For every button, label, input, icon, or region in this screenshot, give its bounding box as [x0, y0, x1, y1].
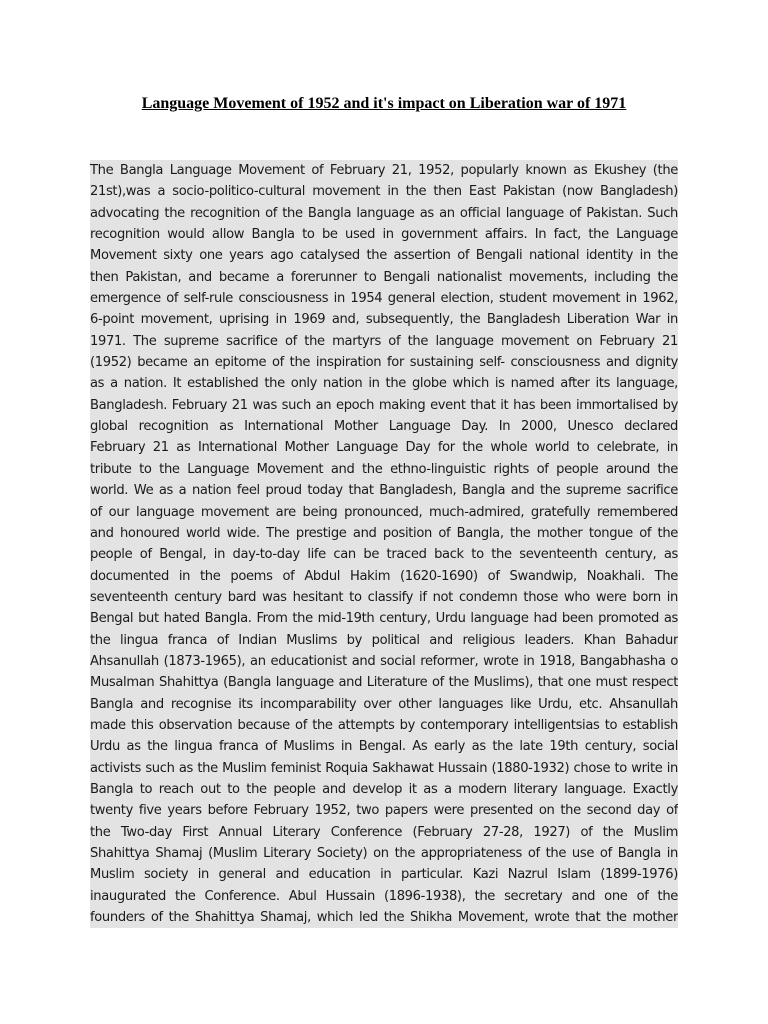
paragraph-line: 21st),was a socio-politico-cultural movement in the then East Pakistan (now Bangladesh) — [90, 181, 678, 202]
paragraph-line: founders of the Shahittya Shamaj, which led the Shikha Movement, wrote that the mother — [90, 907, 678, 928]
paragraph-line: inaugurated the Conference. Abul Hussain (1896-1938), the secretary and one of the — [90, 886, 678, 907]
paragraph-line: documented in the poems of Abdul Hakim (1620-1690) of Swandwip, Noakhali. The — [90, 566, 678, 587]
paragraph-line: the lingua franca of Indian Muslims by political and religious leaders. Khan Bahadur — [90, 630, 678, 651]
paragraph-line: 6-point movement, uprising in 1969 and, subsequently, the Bangladesh Liberation War in — [90, 309, 678, 330]
paragraph-line: (1952) became an epitome of the inspiration for sustaining self- consciousness and dignity — [90, 352, 678, 373]
paragraph-line: then Pakistan, and became a forerunner to Bengali nationalist movements, including the — [90, 267, 678, 288]
paragraph-line: Shahittya Shamaj (Muslim Literary Society) on the appropriateness of the use of Bangla in — [90, 843, 678, 864]
body-paragraph — [90, 160, 678, 928]
paragraph-line: Muslim society in general and education in particular. Kazi Nazrul Islam (1899-1976) — [90, 864, 678, 885]
paragraph-line: tribute to the Language Movement and the ethno-linguistic rights of people around the — [90, 459, 678, 480]
paragraph-line: world. We as a nation feel proud today that Bangladesh, Bangla and the supreme sacrifice — [90, 480, 678, 501]
paragraph-line: Bangladesh. February 21 was such an epoch making event that it has been immortalised by — [90, 395, 678, 416]
paragraph-line: global recognition as International Mother Language Day. In 2000, Unesco declared — [90, 416, 678, 437]
paragraph-line: twenty five years before February 1952, two papers were presented on the second day of — [90, 800, 678, 821]
paragraph-line: Ahsanullah (1873-1965), an educationist and social reformer, wrote in 1918, Bangabhasha o — [90, 651, 678, 672]
paragraph-line: emergence of self-rule consciousness in 1954 general election, student movement in 1962, — [90, 288, 678, 309]
paragraph-line: Movement sixty one years ago catalysed the assertion of Bengali national identity in the — [90, 245, 678, 266]
paragraph-line: activists such as the Muslim feminist Roquia Sakhawat Hussain (1880-1932) chose to write in — [90, 758, 678, 779]
paragraph-line: people of Bengal, in day-to-day life can be traced back to the seventeenth century, as — [90, 544, 678, 565]
paragraph-line: the Two-day First Annual Literary Conference (February 27-28, 1927) of the Muslim — [90, 822, 678, 843]
paragraph-line: made this observation because of the attempts by contemporary intelligentsias to establish — [90, 715, 678, 736]
paragraph-line: Musalman Shahittya (Bangla language and Literature of the Muslims), that one must respect — [90, 672, 678, 693]
paragraph-line: seventeenth century bard was hesitant to classify if not condemn those who were born in — [90, 587, 678, 608]
page-title: Language Movement of 1952 and it's impact on Liberation war of 1971 — [141, 95, 627, 112]
paragraph-line: and honoured world wide. The prestige and position of Bangla, the mother tongue of the — [90, 523, 678, 544]
paragraph-line: as a nation. It established the only nation in the globe which is named after its language, — [90, 373, 678, 394]
paragraph-line: The Bangla Language Movement of February 21, 1952, popularly known as Ekushey (the — [90, 160, 678, 181]
paragraph-line: Bangla and recognise its incomparability over other languages like Urdu, etc. Ahsanullah — [90, 694, 678, 715]
paragraph-line: Bengal but hated Bangla. From the mid-19th century, Urdu language had been promoted as — [90, 608, 678, 629]
paragraph-line: Urdu as the lingua franca of Muslims in Bengal. As early as the late 19th century, social — [90, 736, 678, 757]
paragraph-line: February 21 as International Mother Language Day for the whole world to celebrate, in — [90, 437, 678, 458]
paragraph-line: recognition would allow Bangla to be used in government affairs. In fact, the Language — [90, 224, 678, 245]
paragraph-line: advocating the recognition of the Bangla language as an official language of Pakistan. Such — [90, 203, 678, 224]
paragraph-line: of our language movement are being pronounced, much-admired, gratefully remembered — [90, 502, 678, 523]
paragraph-line: 1971. The supreme sacrifice of the martyrs of the language movement on February 21 — [90, 331, 678, 352]
paragraph-line: Bangla to reach out to the people and develop it as a modern literary language. Exactly — [90, 779, 678, 800]
